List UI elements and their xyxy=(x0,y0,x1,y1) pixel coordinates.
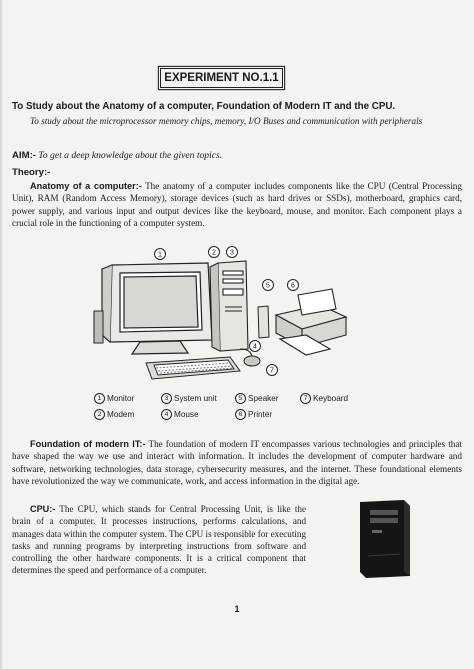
legend-number: 1 xyxy=(94,393,105,404)
anatomy-label: Anatomy of a computer:- xyxy=(30,181,142,191)
marker-1: 1 xyxy=(158,251,162,259)
printer-illustration xyxy=(276,289,346,355)
page-edge-shadow xyxy=(0,0,3,669)
legend-item-monitor xyxy=(94,393,134,404)
legend-item-mouse xyxy=(161,409,199,420)
page-number: 1 xyxy=(234,604,240,614)
foundation-label: Foundation of modern IT:- xyxy=(30,439,146,449)
aim-line xyxy=(12,150,222,161)
marker-2: 2 xyxy=(212,249,216,257)
marker-3: 3 xyxy=(230,249,234,257)
cpu-label: CPU:- xyxy=(30,504,56,514)
left-speaker-illustration xyxy=(94,311,103,343)
aim-label: AIM:- xyxy=(12,150,36,161)
marker-7: 7 xyxy=(270,367,274,375)
system-unit-illustration xyxy=(210,261,248,351)
legend-label: Modem xyxy=(107,410,135,419)
right-speaker-illustration xyxy=(258,306,269,338)
legend-number: 6 xyxy=(235,409,246,420)
keyboard-illustration xyxy=(146,357,240,379)
marker-4: 4 xyxy=(253,343,257,351)
marker-6: 6 xyxy=(291,282,295,290)
marker-5: 5 xyxy=(266,282,270,290)
legend-number: 4 xyxy=(161,409,172,420)
cpu-paragraph xyxy=(12,503,306,577)
legend-label: Printer xyxy=(248,410,273,419)
experiment-heading: EXPERIMENT NO.1.1 xyxy=(160,68,283,88)
legend-item-keyboard xyxy=(300,393,348,404)
theory-label: Theory:- xyxy=(12,167,51,178)
legend-item-printer xyxy=(235,409,272,420)
computer-components-figure xyxy=(80,245,370,393)
anatomy-text: The anatomy of a computer includes components like the CPU (Central Processing Unit), RAM (Random Access Memory), storage devices (such as hard drives or SSDs), motherboard, graphics card, power supply, and various input and output devices like the keyboard, mouse, and monitor. Each component plays a crucial role in the functioning of a computer system. xyxy=(12,181,462,228)
legend-item-modem xyxy=(94,409,134,420)
legend-label: Keyboard xyxy=(313,394,349,403)
cpu-tower-illustration xyxy=(346,496,430,580)
cpu-text: The CPU, which stands for Central Processing Unit, is like the brain of a computer. It processes instructions, performs calculations, and manages data within the computer system. The CPU is responsible for executing tasks and running programs by interpreting instructions from software and controlling the other hardware components. It is a critical component that determines the speed and performance of a computer. xyxy=(12,504,306,576)
legend-label: System unit xyxy=(174,394,217,403)
legend-number: 3 xyxy=(161,393,172,404)
anatomy-paragraph xyxy=(12,180,462,229)
aim-text: To get a deep knowledge about the given topics. xyxy=(38,150,223,161)
legend-label: Speaker xyxy=(248,394,279,403)
objective-text: To study about the microprocessor memory chips, memory, I/O Buses and communication with peripherals xyxy=(30,116,423,126)
legend-number: 7 xyxy=(300,393,311,404)
legend-item-speaker xyxy=(235,393,279,404)
topic-line: To Study about the Anatomy of a computer, Foundation of Modern IT and the CPU. xyxy=(12,101,396,112)
legend-number: 5 xyxy=(235,393,246,404)
foundation-text: The foundation of modern IT encompasses various technologies and principles that have shaped the way we use and interact with information. It includes the development of computer hardware and software, networking technologies, data storage, cybersecurity measures, and the internet. These foundational elements have revolutionized the way we communicate, work, and access information in the digital age. xyxy=(12,439,462,486)
foundation-paragraph xyxy=(12,438,462,487)
legend-number: 2 xyxy=(94,409,105,420)
legend-label: Mouse xyxy=(174,410,199,419)
monitor-illustration xyxy=(102,263,212,354)
legend-label: Monitor xyxy=(107,394,135,403)
legend-item-system-unit xyxy=(161,393,217,404)
